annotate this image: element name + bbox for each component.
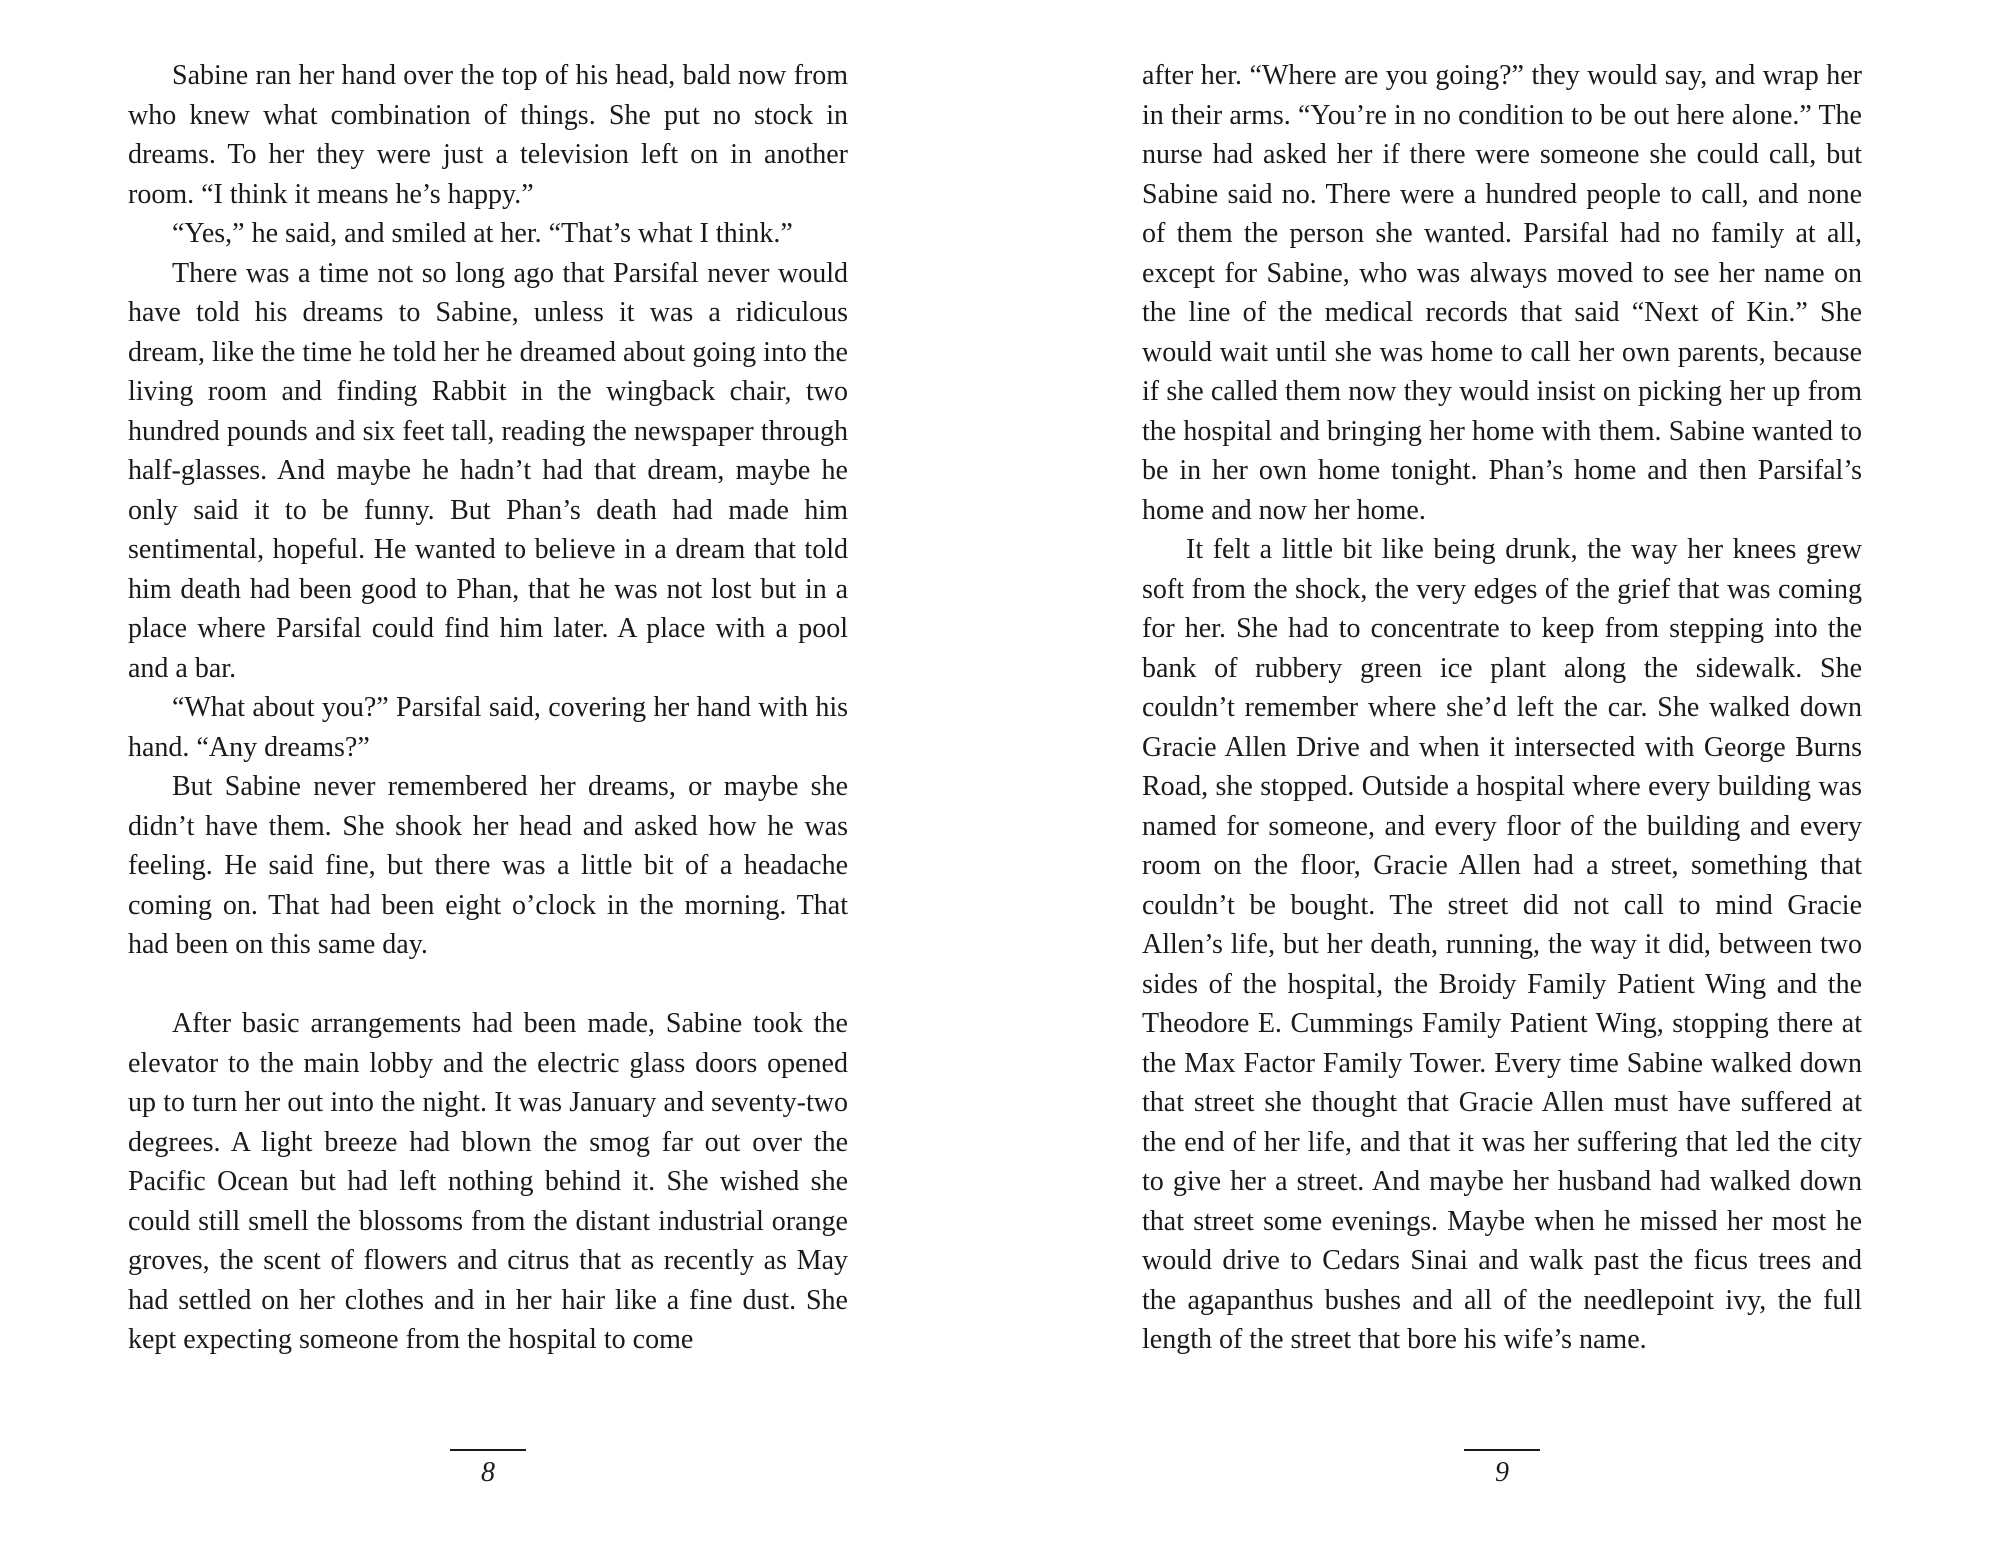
paragraph: “What about you?” Parsifal said, covering her hand with his hand. “Any dreams?”	[128, 692, 848, 763]
page-footer	[128, 1449, 848, 1489]
paragraph: But Sabine never remembered her dreams, or maybe she didn’t have them. She shook her head and asked how he was feeling. He said fine, but there was a little bit of a headache coming on. That had been eight o’clock in the morning. That had been on this same day.	[128, 771, 848, 960]
left-page	[128, 56, 848, 1496]
right-page-body	[1142, 56, 1862, 1360]
right-page	[1142, 56, 1862, 1496]
paragraph: There was a time not so long ago that Parsifal never would have told his dreams to Sabine, unless it was a ridiculous dream, like the time he told her he dreamed about going into the living room and finding Rabbit in the wingback chair, two hundred pounds and six feet tall, reading the newspaper through half-glasses. And maybe he hadn’t had that dream, maybe he only said it to be funny. But Phan’s death had made him sentimental, hopeful. He wanted to believe in a dream that told him death had been good to Phan, that he was not lost but in a place where Parsifal could find him later. A place with a pool and a bar.	[128, 257, 848, 684]
paragraph: After basic arrangements had been made, Sabine took the elevator to the main lobby and the electric glass doors opened up to turn her out into the night. It was January and seventy-two degrees. A light breeze had blown the smog far out over the Pacific Ocean but had left nothing behind it. She wished she could still smell the blossoms from the distant industrial orange groves, the scent of flowers and citrus that as recently as May had settled on her clothes and in her hair like a fine dust. She kept expecting someone from the hospital to come	[128, 1008, 848, 1355]
left-page-body	[128, 56, 848, 1360]
page-number: 8	[481, 1457, 495, 1488]
section-break	[128, 965, 848, 1005]
page-footer	[1142, 1449, 1862, 1489]
footer-rule	[1464, 1449, 1540, 1451]
paragraph: after her. “Where are you going?” they would say, and wrap her in their arms. “You’re in no condition to be out here alone.” The nurse had asked her if there were someone she could call, but Sabine said no. There were a hundred people to call, and none of them the person she wanted. Parsifal had no family at all, except for Sabine, who was always moved to see her name on the line of the medical records that said “Next of Kin.” She would wait until she was home to call her own parents, because if she called them now they would insist on picking her up from the hospital and bringing her home with them. Sabine wanted to be in her own home tonight. Phan’s home and then Parsifal’s home and now her home.	[1142, 60, 1862, 526]
paragraph: It felt a little bit like being drunk, the way her knees grew soft from the shock, the very edges of the grief that was coming for her. She had to concentrate to keep from stepping into the bank of rubbery green ice plant along the sidewalk. She couldn’t remember where she’d left the car. She walked down Gracie Allen Drive and when it intersected with George Burns Road, she stopped. Outside a hospital where every building was named for someone, and every floor of the building and every room on the floor, Gracie Allen had a street, something that couldn’t be bought. The street did not call to mind Gracie Allen’s life, but her death, running, the way it did, between two sides of the hospital, the Broidy Family Patient Wing and the Theodore E. Cummings Family Patient Wing, stopping there at the Max Factor Family Tower. Every time Sabine walked down that street she thought that Gracie Allen must have suffered at the end of her life, and that it was her suffering that led the city to give her a street. And maybe her husband had walked down that street some evenings. Maybe when he missed her most he would drive to Cedars Sinai and walk past the ficus trees and the agapanthus bushes and all of the needlepoint ivy, the full length of the street that bore his wife’s name.	[1142, 534, 1862, 1355]
footer-rule	[450, 1449, 526, 1451]
paragraph: “Yes,” he said, and smiled at her. “That’s what I think.”	[172, 218, 793, 249]
page-number: 9	[1495, 1457, 1509, 1488]
paragraph: Sabine ran her hand over the top of his head, bald now from who knew what combination of things. She put no stock in dreams. To her they were just a television left on in another room. “I think it means he’s happy.”	[128, 60, 848, 210]
